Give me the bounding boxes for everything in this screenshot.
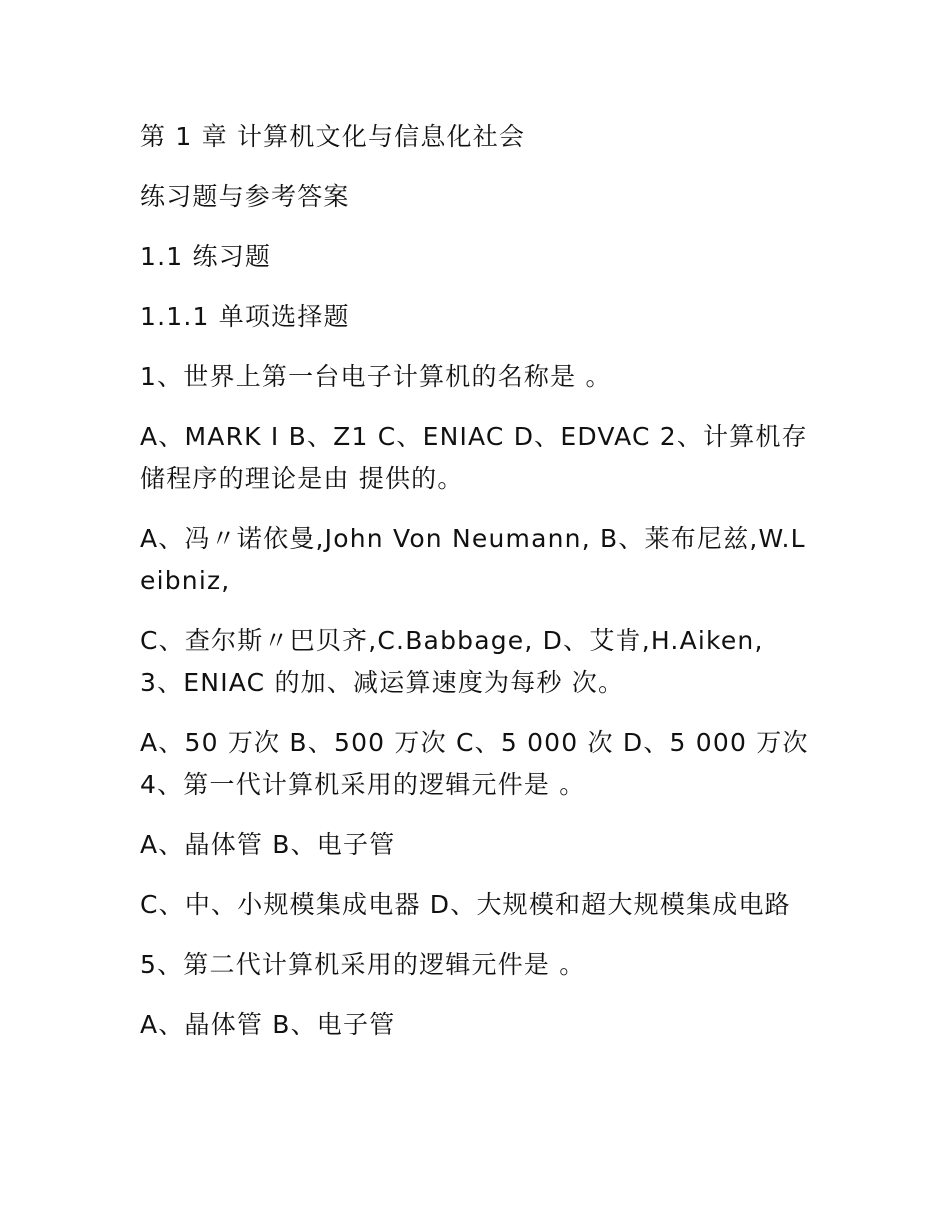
- question-4-options-ab: A、晶体管 B、电子管: [140, 830, 396, 859]
- question-5-options-ab: A、晶体管 B、电子管: [140, 1010, 396, 1039]
- question-4-options-cd: C、中、小规模集成电器 D、大规模和超大规模集成电路: [140, 890, 791, 919]
- question-1-options-question-2: A、MARK I B、Z1 C、ENIAC D、EDVAC 2、计算机存储程序的理论是由 提供的。: [140, 422, 808, 493]
- question-3-options-question-4: A、50 万次 B、500 万次 C、5 000 次 D、5 000 万次 4、第一代计算机采用的逻辑元件是 。: [140, 728, 809, 799]
- section-heading: 1.1 练习题: [140, 242, 272, 271]
- question-5: 5、第二代计算机采用的逻辑元件是 。: [140, 950, 586, 979]
- chapter-title: 第 1 章 计算机文化与信息化社会: [140, 122, 526, 151]
- document-body: [140, 116, 812, 1064]
- question-2-options-cd-question-3: C、查尔斯〃巴贝齐,C.Babbage, D、艾肯,H.Aiken, 3、ENIAC 的加、减运算速度为每秒 次。: [140, 626, 764, 697]
- subsection-heading: 1.1.1 单项选择题: [140, 302, 350, 331]
- section-subtitle: 练习题与参考答案: [140, 182, 350, 211]
- question-1: 1、世界上第一台电子计算机的名称是 。: [140, 362, 612, 391]
- question-2-options-ab: A、冯〃诺依曼,John Von Neumann, B、莱布尼兹,W.Leibniz,: [140, 524, 806, 595]
